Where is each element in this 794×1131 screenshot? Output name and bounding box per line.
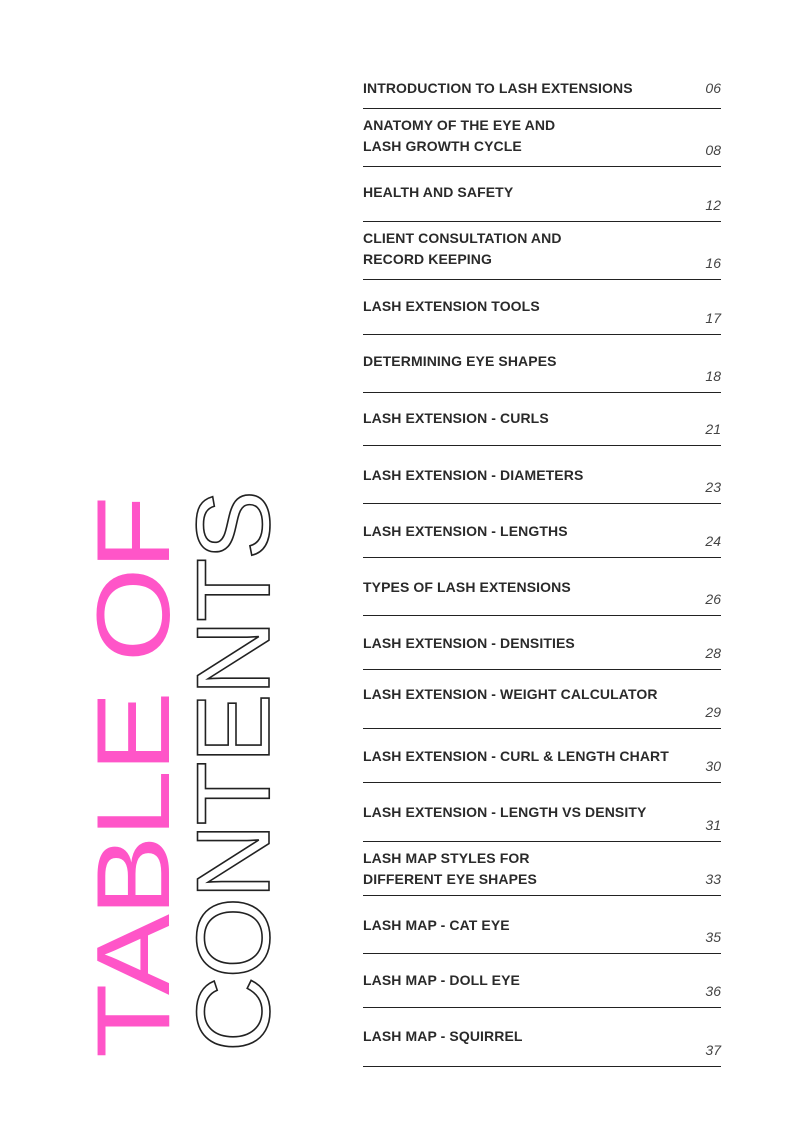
toc-entry-label: LASH EXTENSION - WEIGHT CALCULATOR: [363, 686, 658, 702]
title-line-table-of: TABLE OF: [76, 497, 192, 1059]
toc-entry-label: LASH EXTENSION - LENGTH VS DENSITY: [363, 804, 647, 820]
toc-entry-label: LASH EXTENSION TOOLS: [363, 298, 540, 314]
toc-entry-page-number: 37: [705, 1042, 721, 1058]
toc-row[interactable]: [363, 729, 721, 783]
toc-entry-page-number: 36: [705, 983, 721, 999]
toc-entry-label: LASH MAP - SQUIRREL: [363, 1028, 523, 1044]
toc-row[interactable]: [363, 1008, 721, 1067]
toc-entry-page-number: 24: [705, 533, 721, 549]
title-line-contents: CONTENTS: [176, 492, 292, 1052]
toc-row[interactable]: [363, 109, 721, 167]
toc-row[interactable]: [363, 783, 721, 842]
toc-entry-label: TYPES OF LASH EXTENSIONS: [363, 579, 571, 595]
toc-row[interactable]: [363, 222, 721, 280]
toc-entry-page-number: 08: [705, 142, 721, 158]
toc-row[interactable]: [363, 66, 721, 109]
toc-row[interactable]: [363, 558, 721, 616]
toc-entry-page-number: 23: [705, 479, 721, 495]
toc-row[interactable]: [363, 167, 721, 222]
toc-entry-label: LASH MAP - DOLL EYE: [363, 972, 520, 988]
toc-entry-page-number: 17: [705, 310, 721, 326]
vertical-title: [0, 0, 330, 1131]
toc-entry-page-number: 06: [705, 80, 721, 96]
toc-row[interactable]: [363, 842, 721, 896]
toc-row[interactable]: [363, 446, 721, 504]
toc-row[interactable]: [363, 280, 721, 335]
toc-entry-label: LASH EXTENSION - CURL & LENGTH CHART: [363, 748, 669, 764]
toc-row[interactable]: [363, 896, 721, 954]
toc-entry-label: HEALTH AND SAFETY: [363, 184, 514, 200]
toc-entry-label: CLIENT CONSULTATION AND RECORD KEEPING: [363, 230, 562, 267]
toc-entry-page-number: 35: [705, 929, 721, 945]
table-of-contents-list: [363, 66, 721, 1067]
toc-entry-page-number: 28: [705, 645, 721, 661]
toc-row[interactable]: [363, 335, 721, 393]
toc-entry-page-number: 29: [705, 704, 721, 720]
toc-entry-page-number: 33: [705, 871, 721, 887]
toc-entry-page-number: 21: [705, 421, 721, 437]
toc-entry-page-number: 16: [705, 255, 721, 271]
toc-entry-label: LASH EXTENSION - DIAMETERS: [363, 467, 584, 483]
toc-entry-label: LASH EXTENSION - DENSITIES: [363, 635, 575, 651]
toc-row[interactable]: [363, 504, 721, 558]
toc-row[interactable]: [363, 954, 721, 1008]
toc-entry-label: LASH EXTENSION - CURLS: [363, 410, 549, 426]
toc-entry-label: INTRODUCTION TO LASH EXTENSIONS: [363, 80, 633, 96]
toc-entry-label: DETERMINING EYE SHAPES: [363, 353, 557, 369]
toc-row[interactable]: [363, 616, 721, 670]
toc-entry-page-number: 18: [705, 368, 721, 384]
toc-entry-label: LASH MAP - CAT EYE: [363, 917, 510, 933]
toc-entry-page-number: 12: [705, 197, 721, 213]
toc-entry-label: LASH MAP STYLES FOR DIFFERENT EYE SHAPES: [363, 850, 537, 887]
toc-entry-label: LASH EXTENSION - LENGTHS: [363, 523, 568, 539]
toc-row[interactable]: [363, 670, 721, 729]
toc-entry-page-number: 26: [705, 591, 721, 607]
toc-entry-label: ANATOMY OF THE EYE AND LASH GROWTH CYCLE: [363, 117, 556, 154]
toc-entry-page-number: 31: [705, 817, 721, 833]
toc-row[interactable]: [363, 393, 721, 446]
toc-entry-page-number: 30: [705, 758, 721, 774]
